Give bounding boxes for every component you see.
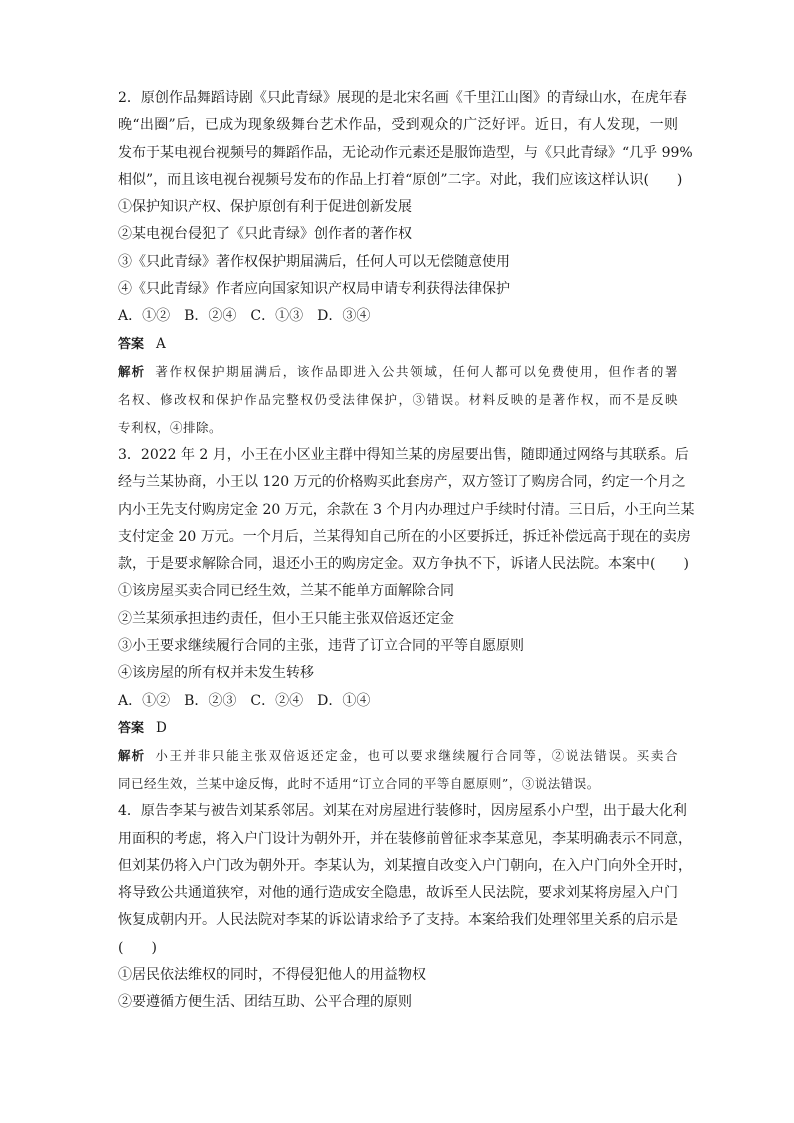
question-2 — [118, 88, 693, 445]
explanation-text: 著作权保护期届满后，该作品即进入公共领域，任何人都可以免费使用，但作者的署 — [155, 363, 678, 379]
statement-option: ②要遵循方便生活、团结互助、公平合理的原则 — [118, 994, 412, 1011]
question-text-line: 晚“出圈”后，已成为现象级舞台艺术作品，受到观众的广泛好评。近日，有人发现，一则 — [118, 117, 678, 134]
explanation-line — [118, 361, 678, 389]
question-3 — [118, 445, 695, 801]
document-page — [118, 88, 695, 1020]
statement-option: ①保护知识产权、保护原创有利于促进创新发展 — [118, 199, 412, 216]
question-text-line: 恢复成朝内开。人民法院对李某的诉讼请求给予了支持。本案给我们处理邻里关系的启示是 — [118, 912, 678, 929]
question-text-line: 经与兰某协商，小王以 120 万元的价格购买此套房产，双方签订了购房合同，约定一个月之 — [118, 474, 686, 491]
answer-row — [118, 334, 678, 361]
question-text-line: 4．原告李某与被告刘某系邻居。刘某在对房屋进行装修时，因房屋系小户型，出于最大化利 — [118, 803, 687, 820]
answer-value: D — [156, 719, 167, 736]
question-text-line: ( ) — [118, 939, 157, 956]
explanation-line: 名权、修改权和保护作品完整权仍受法律保护，③错误。材料反映的是著作权，而不是反映 — [118, 391, 678, 407]
choice-row: A．①② B．②④ C．①③ D．③④ — [118, 308, 371, 325]
explanation-label: 解析 — [118, 748, 146, 764]
explanation-line — [118, 745, 678, 773]
explanation-text: 小王并非只能主张双倍返还定金，也可以要求继续履行合同等，②说法错误。买卖合 — [155, 748, 678, 764]
statement-option: ③《只此青绿》著作权保护期届满后，任何人可以无偿随意使用 — [118, 253, 510, 270]
answer-label: 答案 — [118, 336, 145, 352]
question-text-line: 但刘某仍将入户门改为朝外开。李某认为，刘某擅自改变入户门朝向，在入户门向外全开时， — [118, 857, 692, 874]
question-text-line: 款，于是要求解除合同，退还小王的购房定金。双方争执不下，诉诸人民法院。本案中( ) — [118, 556, 689, 573]
question-4 — [118, 801, 692, 1019]
statement-option: ④《只此青绿》作者应向国家知识产权局申请专利获得法律保护 — [118, 281, 510, 298]
question-text-line: 内小王先支付购房定金 20 万元，余款在 3 个月内办理过户手续时付清。三日后，小王向兰某 — [118, 501, 695, 518]
question-text-line: 发布于某电视台视频号的舞蹈作品，无论动作元素还是服饰造型，与《只此青绿》“几乎 99% — [118, 144, 693, 161]
question-text-line: 3．2022 年 2 月，小王在小区业主群中得知兰某的房屋要出售，随即通过网络与其联系。后 — [118, 446, 689, 463]
answer-label: 答案 — [118, 720, 145, 736]
statement-option: ①该房屋买卖合同已经生效，兰某不能单方面解除合同 — [118, 583, 454, 600]
statement-option: ②某电视台侵犯了《只此青绿》创作者的著作权 — [118, 226, 412, 243]
statement-option: ③小王要求继续履行合同的主张，违背了订立合同的平等自愿原则 — [118, 638, 524, 655]
explanation-label: 解析 — [118, 363, 146, 379]
explanation-line: 同已经生效，兰某中途反悔，此时不适用“订立合同的平等自愿原则”，③说法错误。 — [118, 776, 600, 792]
question-text-line: 将导致公共通道狭窄，对他的通行造成安全隐患，故诉至人民法院，要求刘某将房屋入户门 — [118, 885, 678, 902]
statement-option: ①居民依法维权的同时，不得侵犯他人的用益物权 — [118, 967, 426, 984]
question-text-line: 支付定金 20 万元。一个月后，兰某得知自己所在的小区要拆迁，拆迁补偿远高于现在的卖房 — [118, 528, 691, 545]
statement-option: ④该房屋的所有权并未发生转移 — [118, 665, 314, 682]
question-text-line: 2．原创作品舞蹈诗剧《只此青绿》展现的是北宋名画《千里江山图》的青绿山水，在虎年春 — [118, 90, 687, 106]
choice-row: A．①② B．②③ C．②④ D．①④ — [118, 692, 371, 709]
question-text-line: 相似”，而且该电视台视频号发布的作品上打着“原创”二字。对此，我们应该这样认识( ) — [118, 171, 683, 188]
statement-option: ②兰某须承担违约责任，但小王只能主张双倍返还定金 — [118, 610, 454, 627]
question-text-line: 用面积的考虑，将入户门设计为朝外开，并在装修前曾征求李某意见，李某明确表示不同意， — [118, 830, 692, 847]
explanation-line: 专利权，④排除。 — [118, 419, 223, 435]
answer-value: A — [156, 335, 166, 352]
answer-row — [118, 718, 678, 745]
